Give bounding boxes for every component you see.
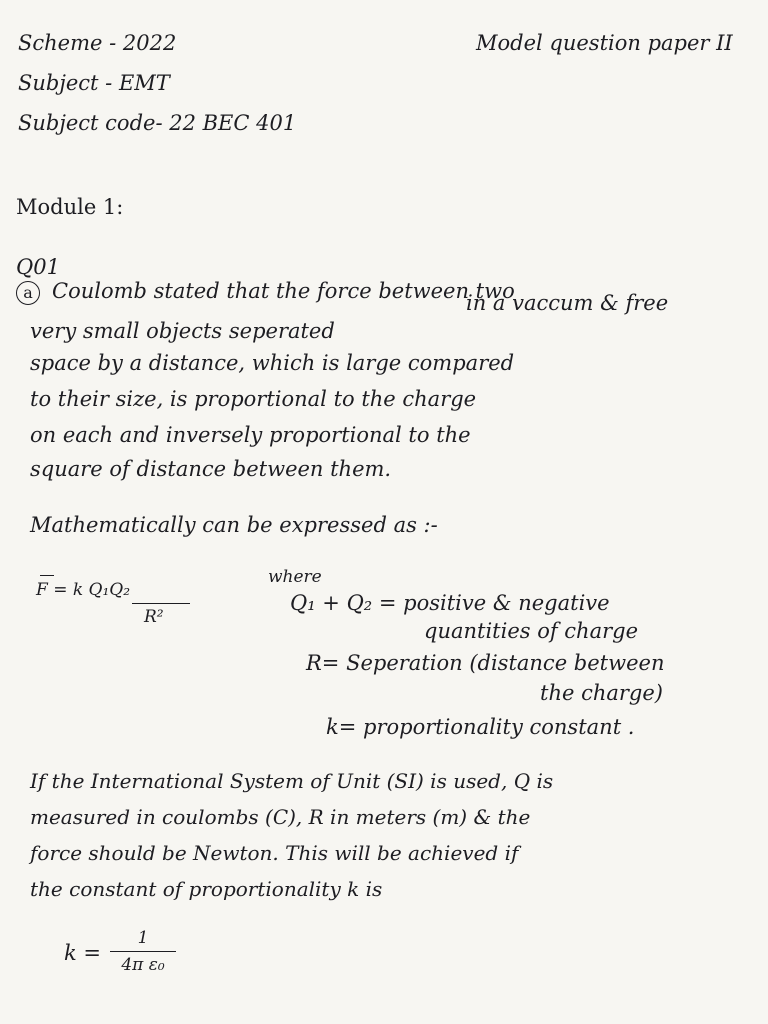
para1-line-1b: in a vaccum & free [466,291,669,315]
formula-denominator: R² [144,607,164,627]
where-line-5: k= proportionality constant . [326,715,635,739]
para1-line-3: space by a distance, which is large compared [30,351,515,375]
k-formula-fraction [110,928,176,975]
k-formula-lhs: k = [64,941,101,965]
para2-line-4: the constant of proportionality k is [30,877,383,901]
paper-title: Model question paper II [476,31,733,55]
where-line-2: quantities of charge [424,619,639,643]
vector-arrow [40,575,54,576]
para1-line-4: to their size, is proportional to the charge [30,387,477,411]
coulomb-formula [36,580,196,627]
where-label: where [268,567,322,587]
para1-line-5: on each and inversely proportional to the [30,423,471,447]
subject-code-line: Subject code- 22 BEC 401 [18,111,297,135]
para1-line-6: square of distance between them. [30,457,392,481]
where-line-1: Q₁ + Q₂ = positive & negative [290,591,610,615]
subject-line: Subject - EMT [18,71,170,95]
where-line-4: the charge) [540,681,663,705]
formula-numerator: F = k Q₁Q₂ [36,580,131,600]
question-number: Q01 [16,255,60,279]
para1-line-1 [16,280,515,305]
module-title: Module 1: [16,195,124,219]
math-intro: Mathematically can be expressed as :- [30,513,438,537]
para2-line-3: force should be Newton. This will be achieved if [30,841,519,865]
where-line-3: R= Seperation (distance between [306,651,665,675]
para2-line-1 [30,770,553,792]
para1-text-1: Coulomb stated that the force between two [52,279,515,303]
k-numerator: 1 [137,928,149,948]
para1-line-2: very small objects seperated [30,319,335,343]
scheme-line: Scheme - 2022 [18,31,177,55]
part-label: a [16,281,40,305]
para2-text-1: If the International System of Unit (SI) is used, Q is [30,769,554,793]
k-denominator: 4π ε₀ [121,955,165,975]
para2-line-2: measured in coulombs (C), R in meters (m) & the [30,805,531,829]
